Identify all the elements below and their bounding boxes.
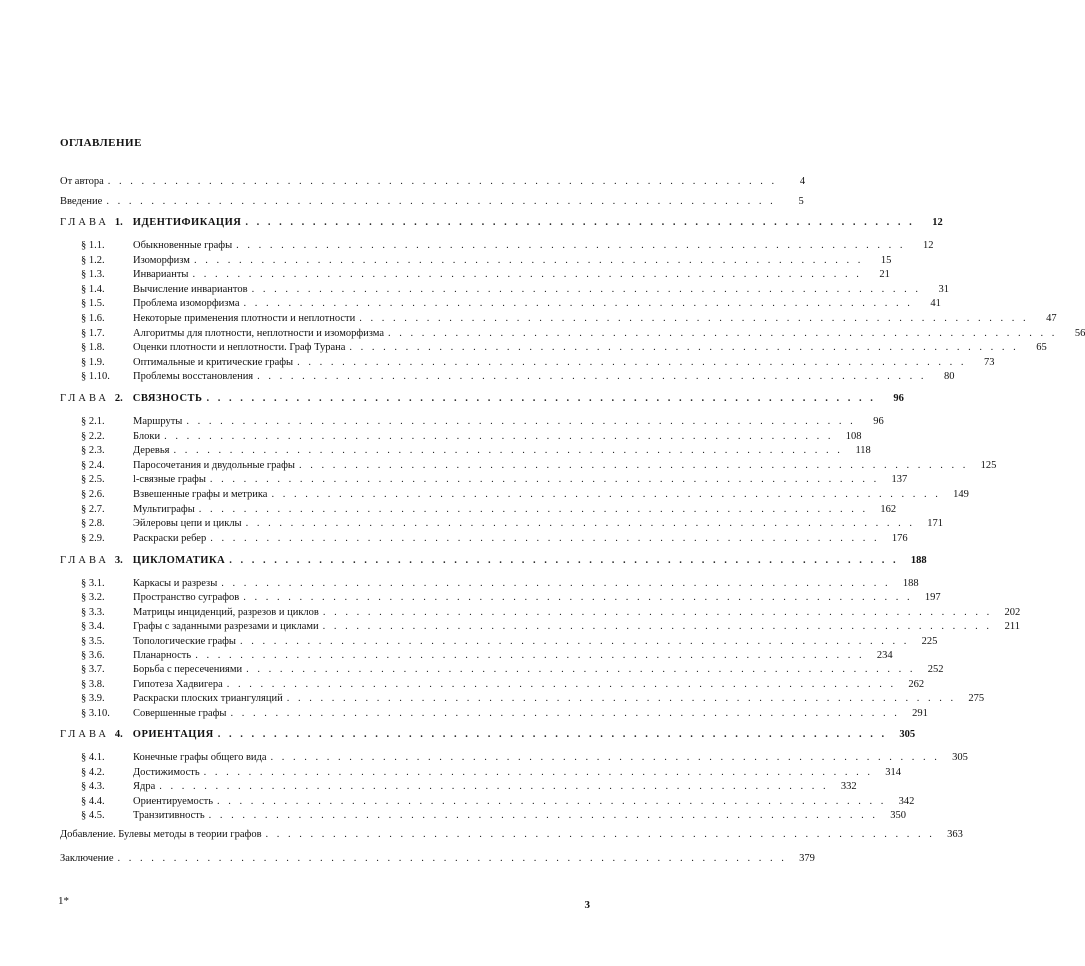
leader-dots: . . . . . . . . . . . . . . . . . . . . . . . . . . . . . . . . . . . . . . . . . . . . . . . . . . . . . . . . . . . .	[226, 679, 897, 690]
section-page: 162	[880, 504, 897, 515]
section-number: § 2.9.	[81, 533, 105, 544]
section-title: Конечные графы общего вида	[133, 752, 267, 763]
entry-title: От автора	[60, 176, 104, 187]
section-entry	[81, 751, 968, 764]
leader-dots: . . . . . . . . . . . . . . . . . . . . . . . . . . . . . . . . . . . . . . . . . . . . . . . . . . . . . . . . . . . .	[298, 460, 969, 471]
leader-dots: . . . . . . . . . . . . . . . . . . . . . . . . . . . . . . . . . . . . . . . . . . . . . . . . . . . . . . . . . . . .	[239, 636, 910, 647]
leader-dots: . . . . . . . . . . . . . . . . . . . . . . . . . . . . . . . . . . . . . . . . . . . . . . . . . . . . . . . . . . . .	[117, 853, 787, 864]
section-entry	[81, 692, 985, 705]
section-page: 202	[1004, 607, 1021, 618]
leader-dots: . . . . . . . . . . . . . . . . . . . . . . . . . . . . . . . . . . . . . . . . . . . . . . . . . . . . . . . . . . . .	[106, 196, 776, 207]
section-entry	[81, 341, 1047, 354]
toc-entry-front	[60, 195, 804, 208]
section-entry	[81, 312, 1057, 325]
chapter-title: ЦИКЛОМАТИКА	[132, 555, 226, 566]
section-entry	[81, 370, 955, 383]
leader-dots: . . . . . . . . . . . . . . . . . . . . . . . . . . . . . . . . . . . . . . . . . . . . . . . . . . . . . . . . . . . .	[243, 298, 913, 309]
leader-dots: . . . . . . . . . . . . . . . . . . . . . . . . . . . . . . . . . . . . . . . . . . . . . . . . . . . . . . . . . . . .	[210, 533, 880, 544]
leader-dots: . . . . . . . . . . . . . . . . . . . . . . . . . . . . . . . . . . . . . . . . . . . . . . . . . . . . . . . . . . . .	[173, 445, 843, 456]
section-title: Планарность	[133, 650, 192, 661]
section-page: 197	[924, 592, 941, 603]
section-title: Алгоритмы для плотности, неплотности и изоморфизма	[133, 328, 385, 339]
section-page: 31	[938, 284, 949, 295]
section-page: 350	[890, 810, 907, 821]
section-page: 332	[840, 781, 857, 792]
section-title: Транзитивность	[133, 810, 205, 821]
section-page: 47	[1046, 313, 1057, 324]
section-entry	[81, 809, 907, 822]
section-entry	[81, 239, 934, 252]
entry-title: Введение	[60, 196, 103, 207]
leader-dots: . . . . . . . . . . . . . . . . . . . . . . . . . . . . . . . . . . . . . . . . . . . . . . . . . . . . . . . . . . . .	[236, 240, 906, 251]
section-title: l-связные графы	[133, 474, 206, 485]
toc-entry-back	[60, 852, 815, 865]
section-page: 96	[873, 416, 884, 427]
leader-dots: . . . . . . . . . . . . . . . . . . . . . . . . . . . . . . . . . . . . . . . . . . . . . . . . . . . . . . . . . . . .	[159, 781, 829, 792]
section-entry	[81, 268, 890, 281]
section-title: Оптимальные и критические графы	[133, 357, 294, 368]
leader-dots: . . . . . . . . . . . . . . . . . . . . . . . . . . . . . . . . . . . . . . . . . . . . . . . . . . . . . . . . . . . .	[217, 796, 887, 807]
chapter-page: 188	[910, 555, 927, 566]
chapter-title-group	[60, 392, 202, 405]
section-title: Изоморфизм	[133, 255, 190, 266]
section-entry	[81, 297, 941, 310]
section-title: Ориентируемость	[133, 796, 214, 807]
chapter-title: ОРИЕНТАЦИЯ	[132, 729, 214, 740]
chapter-title-group	[60, 728, 214, 741]
leader-dots: . . . . . . . . . . . . . . . . . . . . . . . . . . . . . . . . . . . . . . . . . . . . . . . . . . . . . . . . . . . .	[206, 393, 876, 404]
section-entry	[81, 356, 995, 369]
leader-dots: . . . . . . . . . . . . . . . . . . . . . . . . . . . . . . . . . . . . . . . . . . . . . . . . . . . . . . . . . . . .	[271, 489, 941, 500]
leader-dots: . . . . . . . . . . . . . . . . . . . . . . . . . . . . . . . . . . . . . . . . . . . . . . . . . . . . . . . . . . . .	[203, 767, 873, 778]
section-page: 56	[1074, 328, 1085, 339]
section-entry	[81, 795, 915, 808]
section-title: Обыкновенные графы	[133, 240, 233, 251]
section-entry	[81, 606, 1021, 619]
section-number: § 2.4.	[81, 460, 105, 471]
section-number: § 1.4.	[81, 284, 105, 295]
section-title: Эйлеровы цепи и циклы	[133, 518, 242, 529]
section-number: § 4.2.	[81, 767, 105, 778]
section-number: § 2.3.	[81, 445, 105, 456]
leader-dots: . . . . . . . . . . . . . . . . . . . . . . . . . . . . . . . . . . . . . . . . . . . . . . . . . . . . . . . . . . . .	[349, 342, 1019, 353]
section-entry	[81, 459, 997, 472]
section-entry	[81, 707, 928, 720]
section-page: 118	[855, 445, 871, 456]
section-entry	[81, 254, 892, 267]
chapter-number: 1.	[114, 217, 123, 228]
section-title: Графы с заданными разрезами и циклами	[133, 621, 319, 632]
entry-page: 4	[799, 176, 806, 187]
section-title: Ядра	[133, 781, 156, 792]
section-title: Взвешенные графы и метрика	[133, 489, 268, 500]
section-entry	[81, 591, 941, 604]
toc-entry-front	[60, 175, 806, 188]
section-title: Маршруты	[133, 416, 183, 427]
section-page: 262	[908, 679, 925, 690]
section-entry	[81, 620, 1020, 633]
section-number: § 1.3.	[81, 269, 105, 280]
section-page: 73	[983, 357, 995, 368]
section-number: § 3.2.	[81, 592, 105, 603]
section-number: § 3.6.	[81, 650, 105, 661]
section-title: Вычисление инвариантов	[133, 284, 248, 295]
section-number: § 1.2.	[81, 255, 105, 266]
page-title: ОГЛАВЛЕНИЕ	[60, 137, 142, 149]
section-number: § 2.5.	[81, 474, 105, 485]
leader-dots: . . . . . . . . . . . . . . . . . . . . . . . . . . . . . . . . . . . . . . . . . . . . . . . . . . . . . . . . . . . .	[195, 650, 865, 661]
chapter-title: СВЯЗНОСТЬ	[132, 393, 203, 404]
leader-dots: . . . . . . . . . . . . . . . . . . . . . . . . . . . . . . . . . . . . . . . . . . . . . . . . . . . . . . . . . . . .	[265, 829, 935, 840]
leader-dots: . . . . . . . . . . . . . . . . . . . . . . . . . . . . . . . . . . . . . . . . . . . . . . . . . . . . . . . . . . . .	[186, 416, 856, 427]
section-page: 225	[921, 636, 938, 647]
section-page: 342	[898, 796, 915, 807]
section-page: 149	[953, 489, 969, 500]
section-page: 125	[980, 460, 997, 471]
section-number: § 1.1.	[81, 240, 105, 251]
section-number: § 2.8.	[81, 518, 105, 529]
section-title: Гипотеза Хадвигера	[133, 679, 223, 690]
leader-dots: . . . . . . . . . . . . . . . . . . . . . . . . . . . . . . . . . . . . . . . . . . . . . . . . . . . . . . . . . . . .	[221, 578, 891, 589]
section-number: § 2.6.	[81, 489, 105, 500]
chapter-number: 3.	[114, 555, 123, 566]
section-number: § 3.9.	[81, 693, 105, 704]
section-entry	[81, 649, 893, 662]
toc-entry-back	[60, 828, 963, 841]
leader-dots: . . . . . . . . . . . . . . . . . . . . . . . . . . . . . . . . . . . . . . . . . . . . . . . . . . . . . . . . . . . .	[359, 313, 1029, 324]
section-page: 80	[944, 371, 955, 382]
section-entry	[81, 678, 925, 691]
section-title: Каркасы и разрезы	[133, 578, 218, 589]
entry-page: 379	[799, 853, 815, 864]
section-entry	[81, 635, 938, 648]
chapter-page: 12	[932, 217, 943, 228]
leader-dots: . . . . . . . . . . . . . . . . . . . . . . . . . . . . . . . . . . . . . . . . . . . . . . . . . . . . . . . . . . . .	[322, 607, 993, 618]
chapter-number: 4.	[114, 729, 123, 740]
section-entry	[81, 327, 1085, 340]
section-number: § 2.1.	[81, 416, 105, 427]
section-title: Пространство суграфов	[133, 592, 240, 603]
section-title: Проблемы восстановления	[133, 371, 254, 382]
section-entry	[81, 430, 862, 443]
section-number: § 3.4.	[81, 621, 105, 632]
chapter-label: ГЛАВА	[60, 729, 109, 740]
leader-dots: . . . . . . . . . . . . . . . . . . . . . . . . . . . . . . . . . . . . . . . . . . . . . . . . . . . . . . . . . . . .	[245, 217, 915, 228]
chapter-number: 2.	[114, 393, 123, 404]
section-title: Инварианты	[133, 269, 189, 280]
section-entry	[81, 766, 901, 779]
section-entry	[81, 283, 949, 296]
chapter-page: 305	[899, 729, 916, 740]
section-number: § 4.1.	[81, 752, 105, 763]
section-entry	[81, 444, 871, 457]
section-number: § 2.2.	[81, 431, 105, 442]
section-entry	[81, 473, 908, 486]
section-page: 275	[968, 693, 985, 704]
chapter-label: ГЛАВА	[60, 217, 109, 228]
section-page: 314	[885, 767, 901, 778]
section-page: 65	[1036, 342, 1047, 353]
section-page: 12	[923, 240, 934, 251]
chapter-heading	[60, 728, 916, 741]
leader-dots: . . . . . . . . . . . . . . . . . . . . . . . . . . . . . . . . . . . . . . . . . . . . . . . . . . . . . . . . . . . .	[193, 255, 864, 266]
chapter-heading	[60, 554, 927, 567]
entry-title: Добавление. Булевы методы в теории графов	[60, 829, 262, 840]
section-title: Блоки	[133, 431, 161, 442]
section-title: Совершенные графы	[133, 708, 227, 719]
section-entry	[81, 532, 908, 545]
section-page: 108	[845, 431, 862, 442]
leader-dots: . . . . . . . . . . . . . . . . . . . . . . . . . . . . . . . . . . . . . . . . . . . . . . . . . . . . . . . . . . . .	[230, 708, 900, 719]
leader-dots: . . . . . . . . . . . . . . . . . . . . . . . . . . . . . . . . . . . . . . . . . . . . . . . . . . . . . . . . . . . .	[245, 518, 915, 529]
section-page: 171	[927, 518, 943, 529]
section-number: § 1.8.	[81, 342, 105, 353]
section-number: § 1.5.	[81, 298, 105, 309]
section-number: § 3.10.	[81, 708, 110, 719]
section-page: 252	[927, 664, 944, 675]
chapter-heading	[60, 392, 904, 405]
section-number: § 1.9.	[81, 357, 105, 368]
chapter-title-group	[60, 216, 241, 229]
leader-dots: . . . . . . . . . . . . . . . . . . . . . . . . . . . . . . . . . . . . . . . . . . . . . . . . . . . . . . . . . . . .	[243, 592, 913, 603]
leader-dots: . . . . . . . . . . . . . . . . . . . . . . . . . . . . . . . . . . . . . . . . . . . . . . . . . . . . . . . . . . . .	[251, 284, 921, 295]
section-page: 41	[930, 298, 941, 309]
leader-dots: . . . . . . . . . . . . . . . . . . . . . . . . . . . . . . . . . . . . . . . . . . . . . . . . . . . . . . . . . . . .	[270, 752, 940, 763]
entry-title: Заключение	[60, 853, 114, 864]
leader-dots: . . . . . . . . . . . . . . . . . . . . . . . . . . . . . . . . . . . . . . . . . . . . . . . . . . . . . . . . . . . .	[388, 328, 1058, 339]
section-page: 291	[912, 708, 928, 719]
leader-dots: . . . . . . . . . . . . . . . . . . . . . . . . . . . . . . . . . . . . . . . . . . . . . . . . . . . . . . . . . . . .	[164, 431, 834, 442]
section-entry	[81, 488, 969, 501]
section-title: Борьба с пересечениями	[133, 664, 243, 675]
leader-dots: . . . . . . . . . . . . . . . . . . . . . . . . . . . . . . . . . . . . . . . . . . . . . . . . . . . . . . . . . . . .	[246, 664, 916, 675]
section-page: 211	[1004, 621, 1020, 632]
section-number: § 4.3.	[81, 781, 105, 792]
entry-page: 5	[798, 196, 804, 207]
section-entry	[81, 517, 943, 530]
section-page: 15	[880, 255, 892, 266]
leader-dots: . . . . . . . . . . . . . . . . . . . . . . . . . . . . . . . . . . . . . . . . . . . . . . . . . . . . . . . . . . . .	[322, 621, 992, 632]
section-entry	[81, 577, 919, 590]
section-number: § 3.8.	[81, 679, 105, 690]
section-number: § 1.10.	[81, 371, 110, 382]
leader-dots: . . . . . . . . . . . . . . . . . . . . . . . . . . . . . . . . . . . . . . . . . . . . . . . . . . . . . . . . . . . .	[297, 357, 967, 368]
section-title: Раскраски ребер	[133, 533, 207, 544]
section-title: Мультиграфы	[133, 504, 195, 515]
section-title: Топологические графы	[133, 636, 236, 647]
section-number: § 3.5.	[81, 636, 105, 647]
section-number: § 3.3.	[81, 607, 105, 618]
section-title: Паросочетания и двудольные графы	[133, 460, 295, 471]
leader-dots: . . . . . . . . . . . . . . . . . . . . . . . . . . . . . . . . . . . . . . . . . . . . . . . . . . . . . . . . . . . .	[257, 371, 927, 382]
section-number: § 1.6.	[81, 313, 105, 324]
chapter-label: ГЛАВА	[60, 555, 109, 566]
section-page: 21	[879, 269, 890, 280]
leader-dots: . . . . . . . . . . . . . . . . . . . . . . . . . . . . . . . . . . . . . . . . . . . . . . . . . . . . . . . . . . . .	[217, 729, 888, 740]
section-number: § 3.7.	[81, 664, 105, 675]
section-page: 176	[891, 533, 908, 544]
section-number: § 4.5.	[81, 810, 105, 821]
section-title: Деревья	[133, 445, 170, 456]
section-title: Матрицы инциденций, разрезов и циклов	[133, 607, 319, 618]
section-page: 305	[952, 752, 968, 763]
leader-dots: . . . . . . . . . . . . . . . . . . . . . . . . . . . . . . . . . . . . . . . . . . . . . . . . . . . . . . . . . . . .	[209, 474, 880, 485]
section-title: Достижимость	[133, 767, 200, 778]
chapter-heading	[60, 216, 943, 229]
leader-dots: . . . . . . . . . . . . . . . . . . . . . . . . . . . . . . . . . . . . . . . . . . . . . . . . . . . . . . . . . . . .	[286, 693, 957, 704]
leader-dots: . . . . . . . . . . . . . . . . . . . . . . . . . . . . . . . . . . . . . . . . . . . . . . . . . . . . . . . . . . . .	[107, 176, 778, 187]
section-entry	[81, 663, 944, 676]
chapter-title-group	[60, 554, 225, 567]
section-number: § 3.1.	[81, 578, 105, 589]
section-title: Проблема изоморфизма	[133, 298, 240, 309]
section-page: 234	[876, 650, 893, 661]
chapter-label: ГЛАВА	[60, 393, 109, 404]
section-title: Оценки плотности и неплотности. Граф Турана	[133, 342, 346, 353]
leader-dots: . . . . . . . . . . . . . . . . . . . . . . . . . . . . . . . . . . . . . . . . . . . . . . . . . . . . . . . . . . . .	[198, 504, 869, 515]
section-entry	[81, 780, 857, 793]
chapter-page: 96	[893, 393, 904, 404]
chapter-title: ИДЕНТИФИКАЦИЯ	[132, 217, 242, 228]
page-number: 3	[584, 899, 590, 911]
section-page: 188	[902, 578, 919, 589]
signature-mark: 1*	[58, 895, 69, 907]
section-number: § 2.7.	[81, 504, 105, 515]
section-number: § 4.4.	[81, 796, 105, 807]
section-number: § 1.7.	[81, 328, 105, 339]
section-title: Раскраски плоских триангуляций	[133, 693, 283, 704]
section-entry	[81, 415, 884, 428]
entry-page: 363	[947, 829, 963, 840]
section-title: Некоторые применения плотности и неплотности	[133, 313, 356, 324]
section-entry	[81, 503, 897, 516]
leader-dots: . . . . . . . . . . . . . . . . . . . . . . . . . . . . . . . . . . . . . . . . . . . . . . . . . . . . . . . . . . . .	[229, 555, 899, 566]
leader-dots: . . . . . . . . . . . . . . . . . . . . . . . . . . . . . . . . . . . . . . . . . . . . . . . . . . . . . . . . . . . .	[208, 810, 879, 821]
leader-dots: . . . . . . . . . . . . . . . . . . . . . . . . . . . . . . . . . . . . . . . . . . . . . . . . . . . . . . . . . . . .	[192, 269, 862, 280]
section-page: 137	[891, 474, 908, 485]
